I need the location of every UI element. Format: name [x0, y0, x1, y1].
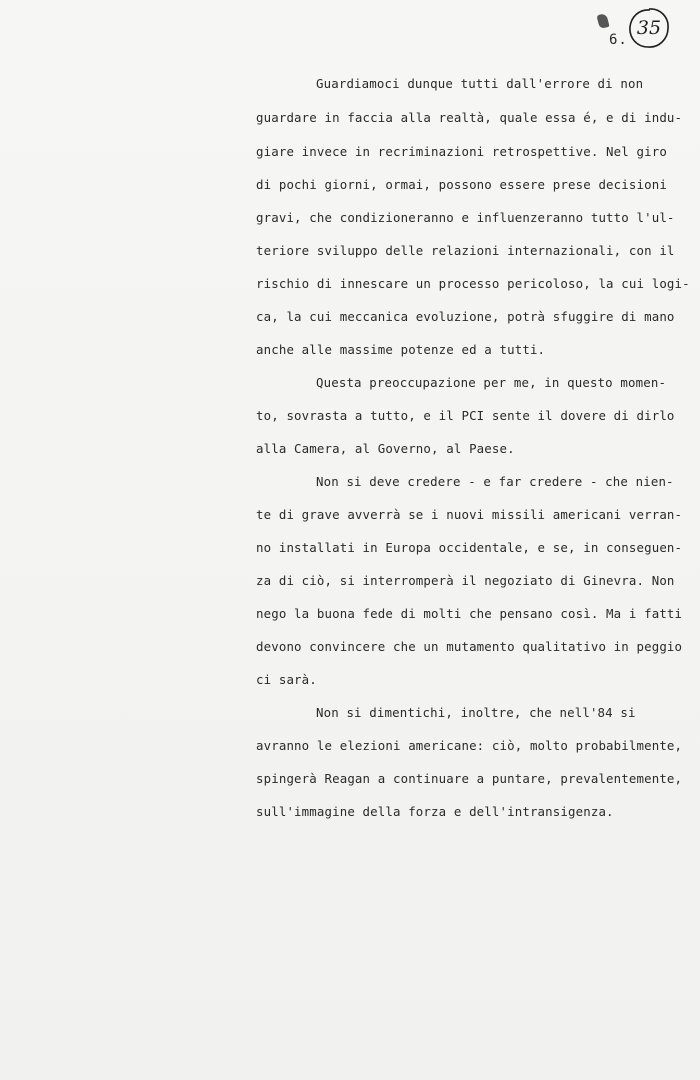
text-line: giare invece in recriminazioni retrospettive. Nel giro [256, 144, 667, 159]
stamp-number: 35 [636, 17, 662, 39]
text-line: avranno le elezioni americane: ciò, molto probabilmente, [256, 738, 683, 753]
text-line: no installati in Europa occidentale, e se, in conseguen- [256, 540, 683, 555]
text-line: anche alle massime potenze ed a tutti. [256, 342, 546, 357]
archive-stamp [627, 6, 671, 50]
text-line: rischio di innescare un processo pericoloso, la cui logi- [256, 276, 690, 291]
text-line: Non si deve credere - e far credere - che nien- [316, 474, 674, 489]
text-line: guardare in faccia alla realtà, quale essa é, e di indu- [256, 110, 683, 125]
text-line: gravi, che condizioneranno e influenzeranno tutto l'ul- [256, 210, 675, 225]
text-line: za di ciò, si interromperà il negoziato di Ginevra. Non [256, 573, 675, 588]
text-line: to, sovrasta a tutto, e il PCI sente il dovere di dirlo [256, 408, 675, 423]
text-line: ci sarà. [256, 672, 317, 687]
text-line: Non si dimentichi, inoltre, che nell'84 si [316, 705, 636, 720]
text-line: di pochi giorni, ormai, possono essere prese decisioni [256, 177, 667, 192]
text-line: spingerà Reagan a continuare a puntare, prevalentemente, [256, 771, 683, 786]
text-line: Guardiamoci dunque tutti dall'errore di non [316, 76, 644, 91]
text-line: te di grave avverrà se i nuovi missili americani verran- [256, 507, 683, 522]
text-line: alla Camera, al Governo, al Paese. [256, 441, 515, 456]
ink-mark [596, 13, 609, 29]
text-line: sull'immagine della forza e dell'intransigenza. [256, 804, 614, 819]
text-line: teriore sviluppo delle relazioni internazionali, con il [256, 243, 675, 258]
text-line: Questa preoccupazione per me, in questo momen- [316, 375, 667, 390]
text-line: ca, la cui meccanica evoluzione, potrà sfuggire di mano [256, 309, 675, 324]
text-line: nego la buona fede di molti che pensano così. Ma i fatti [256, 606, 683, 621]
text-line: devono convincere che un mutamento qualitativo in peggio [256, 639, 683, 654]
page-number: 6. [609, 32, 628, 48]
